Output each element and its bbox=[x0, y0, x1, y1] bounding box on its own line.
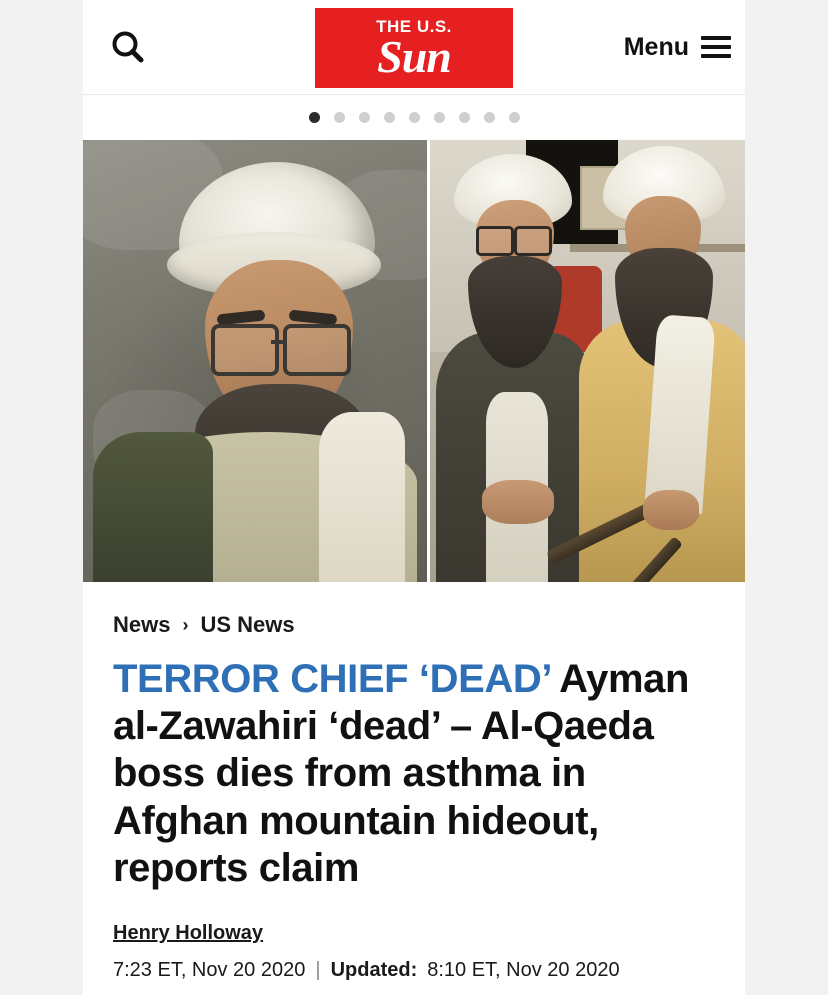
menu-button[interactable] bbox=[624, 22, 731, 72]
photo-eyeglasses-bridge bbox=[271, 340, 283, 344]
menu-button-label: Menu bbox=[623, 32, 689, 61]
breadcrumb-item-news[interactable]: News bbox=[113, 612, 171, 637]
photo-eyeglasses bbox=[476, 226, 514, 256]
updated-label: Updated: bbox=[330, 958, 418, 981]
page-title bbox=[113, 656, 715, 892]
carousel-dot[interactable] bbox=[484, 112, 495, 123]
hero-photo-right bbox=[427, 140, 745, 582]
right-gutter bbox=[745, 0, 828, 995]
article-timestamps bbox=[113, 959, 715, 982]
photo-vest bbox=[93, 432, 213, 582]
breadcrumb-item-us-news[interactable]: US News bbox=[200, 612, 295, 637]
author-link[interactable]: Henry Holloway bbox=[113, 921, 264, 944]
article-page bbox=[83, 0, 745, 995]
logo-kicker: THE U.S. bbox=[376, 16, 452, 36]
headline-kicker: TERROR CHIEF ‘DEAD’ bbox=[113, 657, 550, 701]
hamburger-icon bbox=[701, 36, 731, 58]
carousel-dot[interactable] bbox=[384, 112, 395, 123]
carousel-dots[interactable] bbox=[83, 95, 745, 140]
hero-image[interactable] bbox=[83, 140, 745, 582]
photo-eyeglasses bbox=[211, 324, 279, 376]
photo-eyeglasses bbox=[514, 226, 552, 256]
updated-time: 8:10 ET, Nov 20 2020 bbox=[427, 958, 620, 981]
headline-text: Ayman al-Zawahiri ‘dead’ – Al-Qaeda boss dies from asthma in Afghan mountain hideout, reports claim bbox=[113, 657, 689, 890]
photo-hands bbox=[482, 480, 554, 524]
photo-scarf bbox=[319, 412, 405, 582]
carousel-dot[interactable] bbox=[459, 112, 470, 123]
left-gutter bbox=[0, 0, 83, 995]
hero-photo-left bbox=[83, 140, 427, 582]
photo-hands bbox=[643, 490, 699, 530]
carousel-dot[interactable] bbox=[509, 112, 520, 123]
carousel-dot[interactable] bbox=[309, 112, 320, 123]
search-icon bbox=[108, 27, 148, 67]
carousel-dot[interactable] bbox=[409, 112, 420, 123]
published-time: 7:23 ET, Nov 20 2020 bbox=[113, 958, 306, 981]
carousel-dot[interactable] bbox=[334, 112, 345, 123]
site-header bbox=[83, 0, 745, 95]
photo-eyeglasses bbox=[283, 324, 351, 376]
timestamp-separator: | bbox=[315, 958, 321, 981]
article-body bbox=[83, 582, 745, 982]
search-button[interactable] bbox=[101, 20, 155, 74]
breadcrumb bbox=[113, 612, 715, 638]
chevron-right-icon: › bbox=[182, 614, 189, 635]
carousel-dot[interactable] bbox=[359, 112, 370, 123]
site-logo[interactable] bbox=[315, 8, 513, 88]
carousel-dot[interactable] bbox=[434, 112, 445, 123]
logo-wordmark: Sun bbox=[377, 30, 451, 82]
